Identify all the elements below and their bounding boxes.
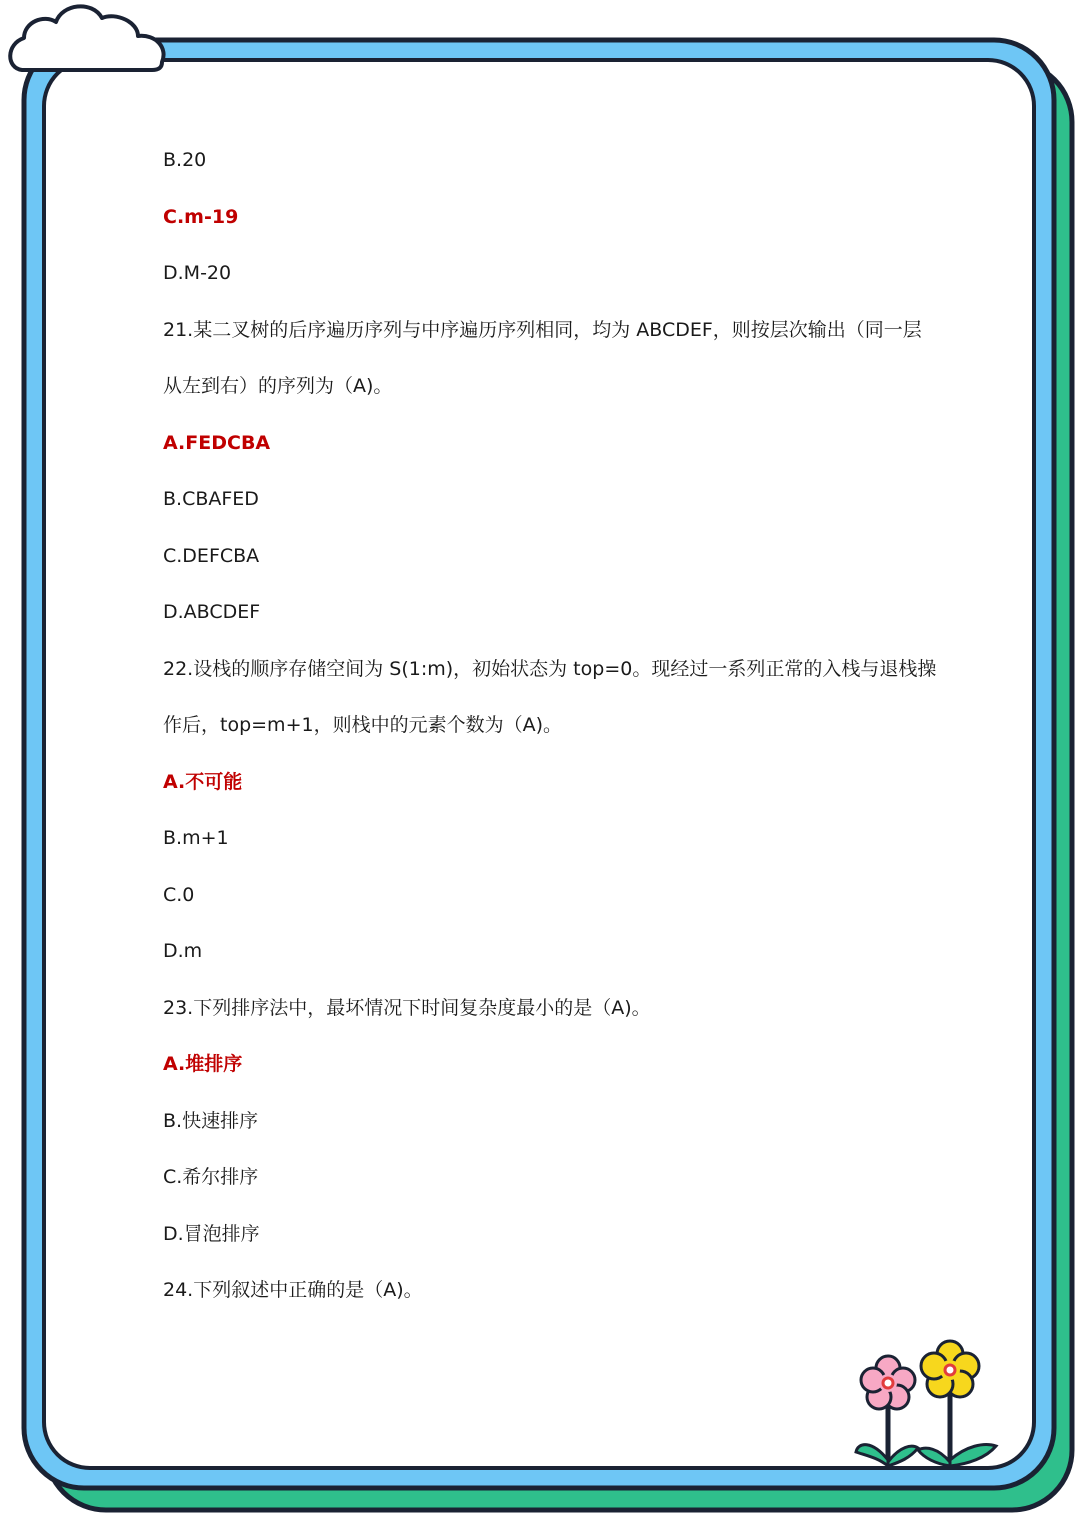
q23-option-a-answer: A.堆排序 (163, 1053, 243, 1075)
q22-option-a-answer: A.不可能 (163, 770, 243, 793)
question-23: 23.下列排序法中，最坏情况下时间复杂度最小的是（A)。 (163, 996, 651, 1019)
q23-option-c: C.希尔排序 (163, 1166, 259, 1188)
q22-option-d: D.m (163, 940, 203, 962)
question-21-line-1: 21.某二叉树的后序遍历序列与中序遍历序列相同，均为 ABCDEF，则按层次输出（同一层 (163, 318, 922, 341)
option-c-m-19-answer: C.m-19 (163, 205, 239, 228)
q23-option-b: B.快速排序 (163, 1109, 259, 1132)
question-24: 24.下列叙述中正确的是（A)。 (163, 1279, 423, 1301)
q23-option-d: D.冒泡排序 (163, 1222, 260, 1245)
q22-option-c: C.0 (163, 883, 195, 906)
q22-option-b: B.m+1 (163, 827, 229, 849)
option-d-m-20: D.M-20 (163, 262, 232, 284)
q21-option-d: D.ABCDEF (163, 601, 261, 623)
question-21-line-2: 从左到右）的序列为（A)。 (163, 375, 393, 397)
q21-option-a-answer: A.FEDCBA (163, 431, 271, 454)
question-22-line-1: 22.设栈的顺序存储空间为 S(1:m)，初始状态为 top=0。现经过一系列正常的入栈与退栈操 (163, 657, 937, 680)
q21-option-b: B.CBAFED (163, 488, 259, 510)
question-22-line-2: 作后，top=m+1，则栈中的元素个数为（A)。 (163, 714, 562, 736)
question-content (163, 138, 937, 1325)
cloud-icon (10, 6, 163, 70)
option-b-20: B.20 (163, 149, 207, 171)
q21-option-c: C.DEFCBA (163, 544, 260, 567)
